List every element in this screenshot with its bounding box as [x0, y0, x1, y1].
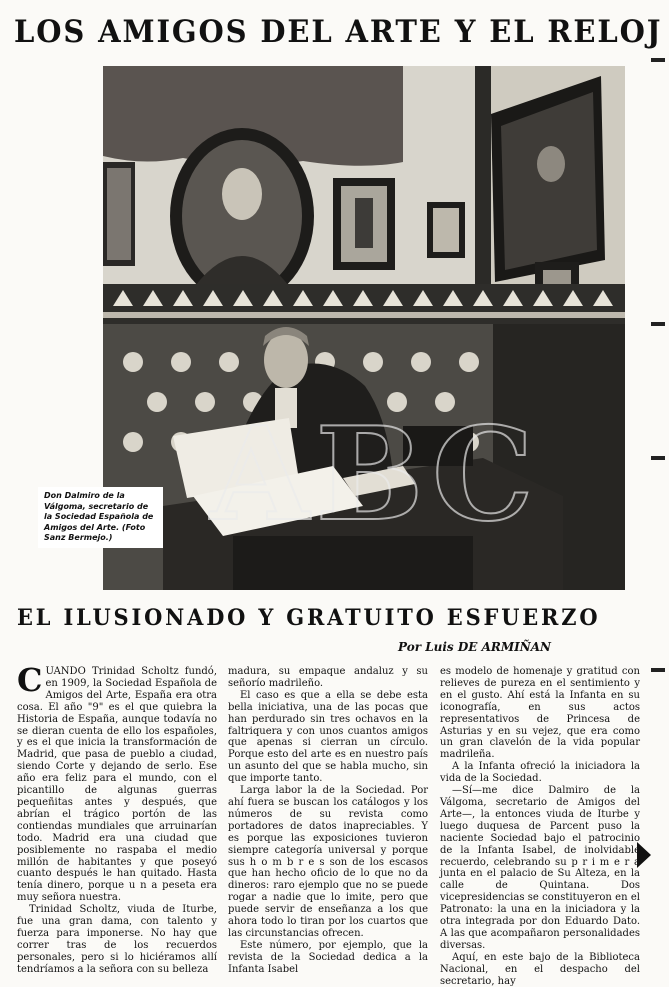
headline: LOS AMIGOS DEL ARTE Y EL RELOJ: [14, 14, 663, 50]
article-paragraph: madura, su empaque andaluz y su señorío madrileño.: [228, 666, 428, 689]
byline: Por Luis DE ARMIÑAN: [398, 640, 552, 654]
article-paragraph: El caso es que a ella se debe esta bella iniciativa, una de las pocas que han perdurado sin tres ochavos en la faltriquera y con unos cuantos amigos que apenas si cierran un círculo. Porque esto del arte es en nuestro país un asunto del que se habla mucho, sin que importe tanto.: [228, 689, 428, 785]
section-title: EL ILUSIONADO Y GRATUITO ESFUERZO: [17, 605, 601, 631]
margin-mark: [651, 58, 665, 62]
article-paragraph: Este número, por ejemplo, que la revista de la Sociedad dedica a la Infanta Isabel: [228, 939, 428, 975]
article-column-3: [440, 666, 640, 987]
article-paragraph: Trinidad Scholtz, viuda de Iturbe, fue una gran dama, con talento y fuerza para imponerse. No hay que correr tras de los recuerdos personales, pero si lo hiciéramos allí tendríamos a la señora con su belleza: [17, 904, 217, 975]
article-paragraph: es modelo de homenaje y gratitud con relieves de pureza en el sentimiento y en el gusto. Ahí está la Infanta en su iconografía, en sus actos representativos de Princesa de Asturias y en su vejez, que era como un gran clavelón de la vida popular madrileña.: [440, 666, 640, 761]
margin-mark: [651, 322, 665, 326]
article-paragraph: A la Infanta ofreció la iniciadora la vida de la Sociedad.: [440, 761, 640, 785]
photo-caption: Don Dalmiro de la Válgoma, secretario de la Sociedad Española de Amigos del Arte. (Foto Sanz Bermejo.): [38, 487, 163, 548]
article-paragraph: [17, 661, 217, 904]
drop-cap: C: [17, 661, 43, 699]
paragraph-text: UANDO Trinidad Scholtz fundó, en 1909, la Sociedad Española de Amigos del Arte, España era otra cosa. El año "9" es el que quiebra la Historia de España, aunque todavía no se dieran cuenta de ello los españoles, y es el que inicia la transformación de Madrid, que pasa de pueblo a ciudad, siendo Corte y dejando de serlo. Ese año era feliz para el mundo, con el picantillo de algunas guerras pequeñitas antes y después, que abrían el trágico portón de las contiendas mundiales que arruinarían todo. Madrid era una ciudad que posiblemente no raspaba el medio millón de habitantes y que poseyó cuanto después le han quitado. Hasta tenía dinero, porque u n a peseta era muy señora nuestra.: [17, 666, 217, 904]
continue-arrow-icon: [637, 842, 651, 868]
article-column-2: [228, 666, 428, 976]
article-paragraph: —Sí—me dice Dalmiro de la Válgoma, secretario de Amigos del Arte—, la entonces viuda de Iturbe y luego duquesa de Parcent puso la naciente Sociedad bajo el patrocinio de la Infanta Isabel, de inolvidable recuerdo, celebrando su p r i m e r a junta en el palacio de Su Alteza, en la calle de Quintana. Dos vicepresidencias se constituyeron en el Patronato: la una en la iniciadora y la otra integrada por don Eduardo Dato. A las que acompañaron personalidades diversas.: [440, 785, 640, 951]
article-paragraph: Larga labor la de la Sociedad. Por ahí fuera se buscan los catálogos y los números de su revista como portadores de datos inapreciables. Y es porque las exposiciones tuvieron siempre categoría universal y porque sus h o m b r e s son de los escasos que han hecho oficio de lo que no da dineros: raro ejemplo que no se puede rogar a nadie que lo imite, pero que puede servir de enseñanza a los que ahora todo lo tiran por los cuartos que las circunstancias ofrecen.: [228, 785, 428, 939]
article-paragraph: Aquí, en este bajo de la Biblioteca Nacional, en el despacho del secretario, hay: [440, 951, 640, 987]
article-column-1: [17, 661, 217, 976]
margin-mark: [651, 668, 665, 672]
margin-mark: [651, 456, 665, 460]
abc-watermark: ABC: [210, 400, 540, 550]
